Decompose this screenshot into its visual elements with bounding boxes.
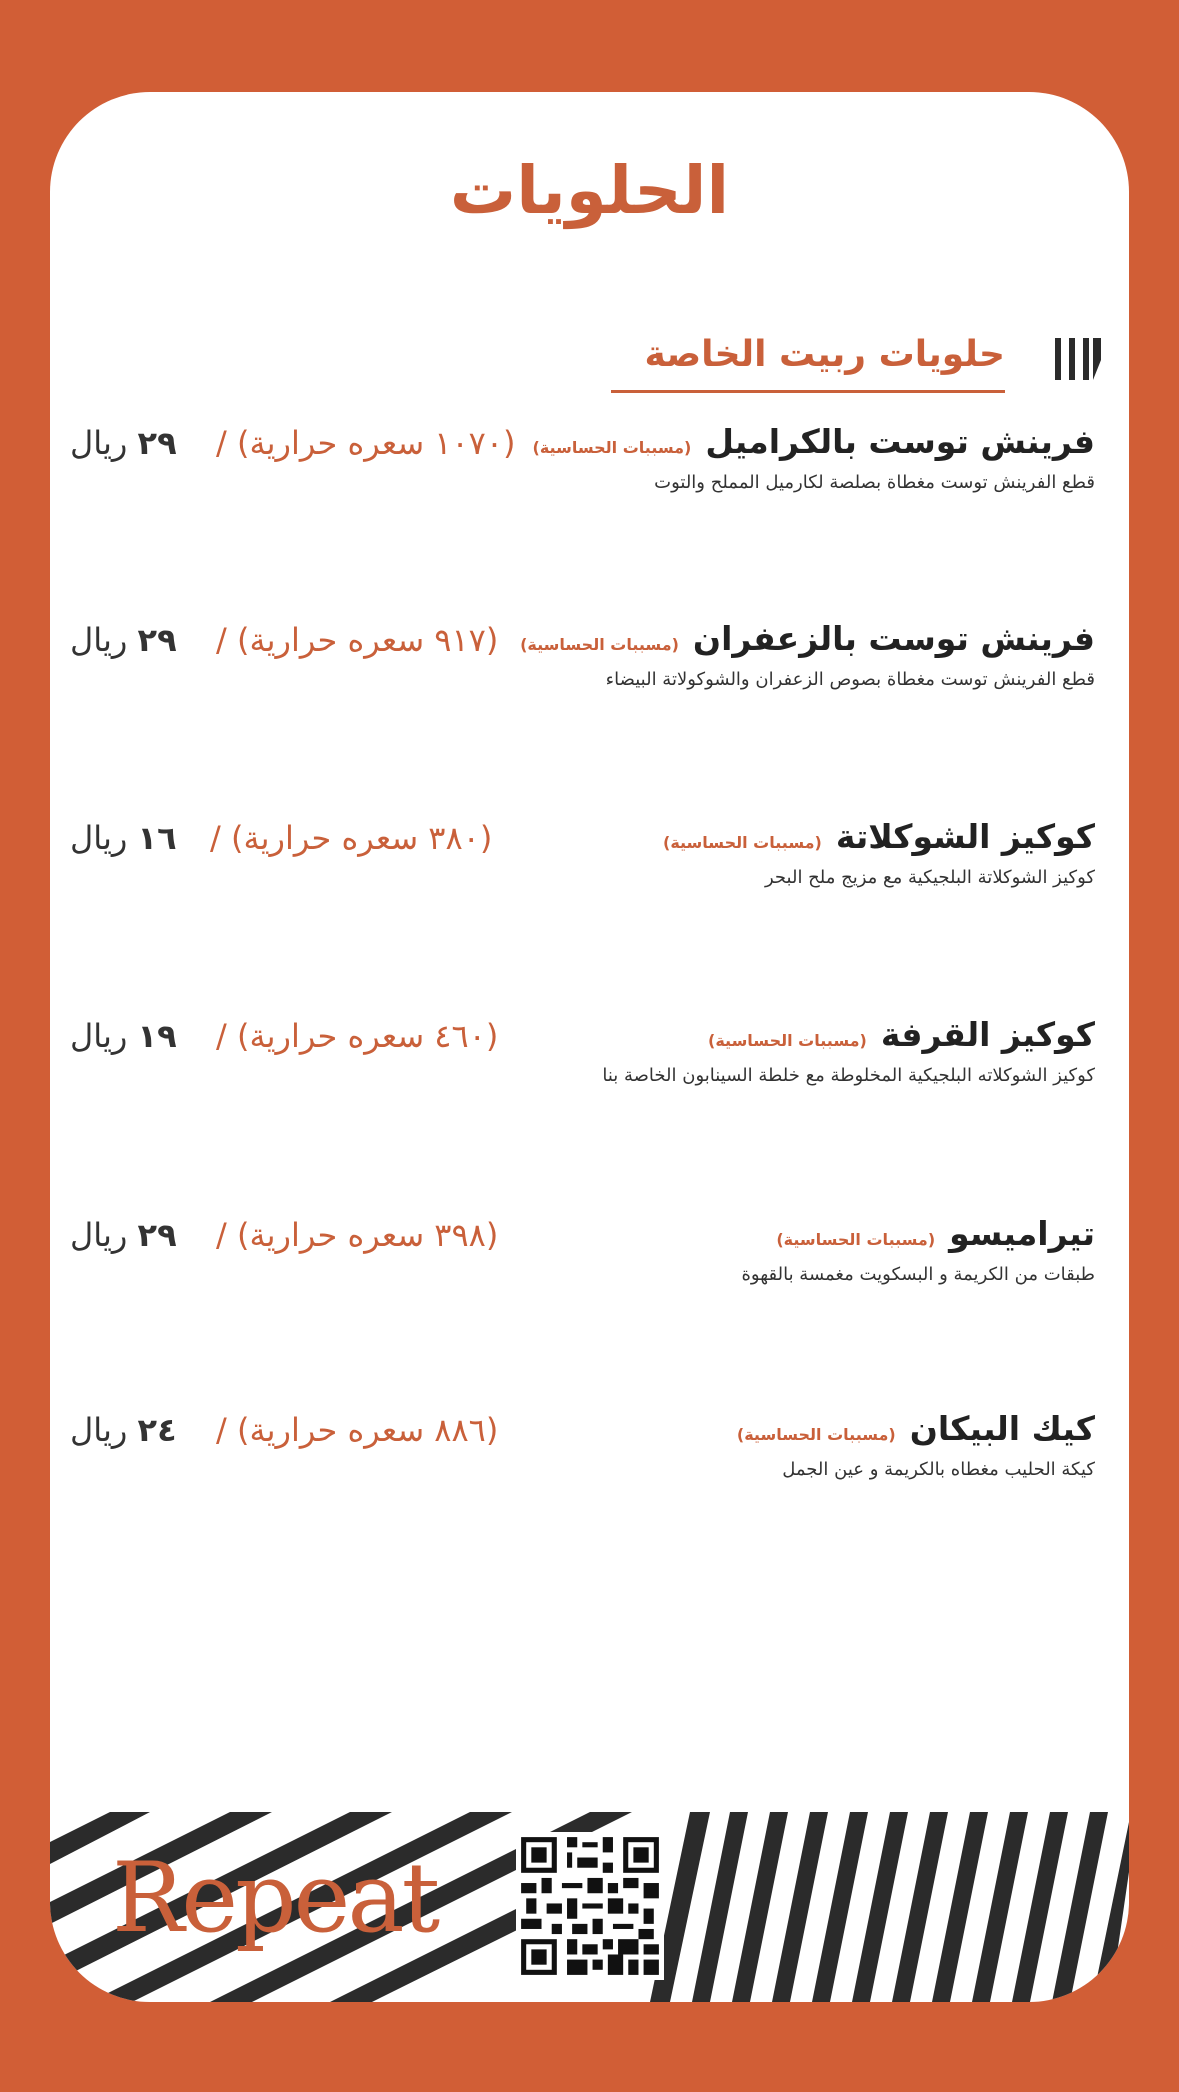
section-title: حلويات ربيت الخاصة: [644, 334, 1005, 375]
item-description: قطع الفرينش توست مغطاة بصلصة لكارميل المملح والتوت: [654, 472, 1095, 493]
allergen-note: (مسببات الحساسية): [532, 438, 692, 457]
allergen-note: (مسببات الحساسية): [520, 635, 679, 654]
item-price: ٢٩ ريال: [70, 424, 177, 462]
item-price: ١٦ ريال: [70, 819, 177, 857]
qr-code-icon[interactable]: [516, 1832, 664, 1980]
item-calories: (٣٩٨ سعره حرارية) /: [216, 1216, 499, 1254]
section-header: [625, 330, 1105, 400]
item-description: كوكيز الشوكلاتة البلجيكية مع مزيج ملح البحر: [764, 867, 1095, 888]
item-name: فرينش توست بالزعفران(مسببات الحساسية): [520, 619, 1095, 658]
menu-item[interactable]: [50, 1409, 1129, 1529]
item-name: فرينش توست بالكراميل(مسببات الحساسية): [532, 422, 1095, 461]
item-price: ١٩ ريال: [70, 1017, 177, 1055]
footer: [50, 1812, 1129, 2002]
menu-card: [50, 92, 1129, 2002]
item-calories: (٩١٧ سعره حرارية) /: [216, 621, 499, 659]
item-description: طبقات من الكريمة و البسكويت مغمسة بالقهوة: [741, 1264, 1095, 1285]
item-name: كوكيز القرفة(مسببات الحساسية): [708, 1015, 1095, 1054]
item-name: كوكيز الشوكلاتة(مسببات الحساسية): [663, 817, 1095, 856]
item-calories: (٨٨٦ سعره حرارية) /: [216, 1411, 499, 1449]
item-calories: (٤٦٠ سعره حرارية) /: [216, 1017, 499, 1055]
item-price: ٢٤ ريال: [70, 1411, 177, 1449]
item-description: قطع الفرينش توست مغطاة بصوص الزعفران والشوكولاتة البيضاء: [605, 669, 1095, 690]
item-calories: (١٠٧٠ سعره حرارية) /: [216, 424, 516, 462]
item-name: كيك البيكان(مسببات الحساسية): [736, 1409, 1095, 1448]
menu-item[interactable]: [50, 817, 1129, 937]
item-price: ٢٩ ريال: [70, 621, 177, 659]
item-description: كوكيز الشوكلاته البلجيكية المخلوطة مع خلطة السينابون الخاصة بنا: [602, 1065, 1095, 1086]
item-description: كيكة الحليب مغطاه بالكريمة و عين الجمل: [782, 1459, 1095, 1480]
menu-item[interactable]: [50, 1214, 1129, 1334]
item-name: تيراميسو(مسببات الحساسية): [776, 1214, 1095, 1253]
section-underline: [611, 390, 1005, 393]
menu-item[interactable]: [50, 619, 1129, 739]
item-price: ٢٩ ريال: [70, 1216, 177, 1254]
page-title: الحلويات: [449, 152, 730, 229]
menu-item[interactable]: [50, 1015, 1129, 1135]
repeat-logo: Repeat: [112, 1842, 438, 1954]
item-calories: (٣٨٠ سعره حرارية) /: [210, 819, 493, 857]
allergen-note: (مسببات الحساسية): [708, 1031, 867, 1050]
allergen-note: (مسببات الحساسية): [776, 1230, 936, 1249]
allergen-note: (مسببات الحساسية): [663, 833, 822, 852]
allergen-note: (مسببات الحساسية): [736, 1425, 896, 1444]
menu-item[interactable]: [50, 422, 1129, 542]
stripes-icon: [1049, 330, 1105, 386]
